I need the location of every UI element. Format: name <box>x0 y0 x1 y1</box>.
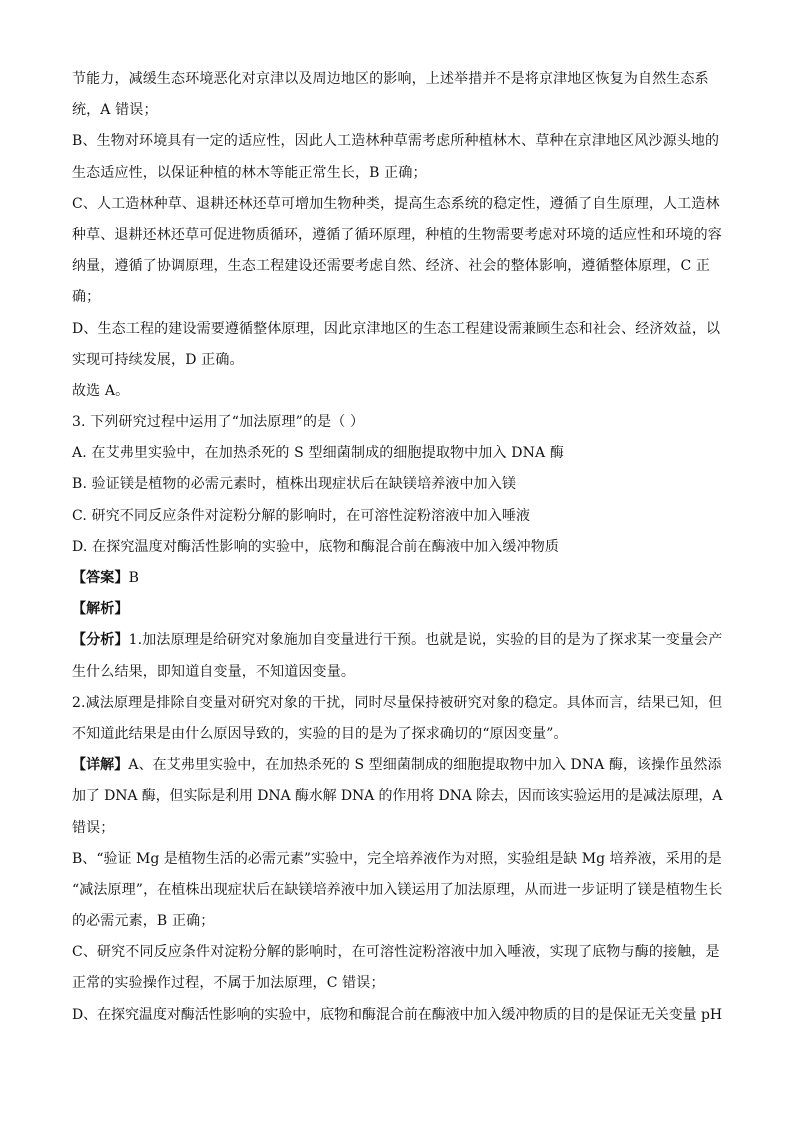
text-line <box>72 906 720 937</box>
line-text: B <box>128 570 140 586</box>
text-line <box>72 657 720 688</box>
line-text: 节能力，减缓生态环境恶化对京津以及周边地区的影响，上述举措并不是将京津地区恢复为自然生态系 <box>72 71 709 87</box>
text-line <box>72 251 720 282</box>
section-line <box>72 563 720 594</box>
text-line <box>72 376 720 407</box>
text-line <box>72 469 720 500</box>
line-text: 加了 DNA 酶，但实际是利用 DNA 酶水解 DNA 的作用将 DNA 除去，因而该实验运用的是减法原理，A <box>72 788 723 805</box>
text-line <box>72 220 720 251</box>
section-line <box>72 594 720 625</box>
line-text: 生态适应性，以保证种植的林木等能正常生长，B 正确； <box>72 164 427 181</box>
line-text: 错误； <box>72 819 115 836</box>
line-text: 纳量，遵循了协调原理，生态工程建设还需要考虑自然、经济、社会的整体影响，遵循整体原理，C 正 <box>72 258 711 275</box>
line-text: 故选 A。 <box>72 382 130 399</box>
line-text: “减法原理”，在植株出现症状后在缺镁培养液中加入镁运用了加法原理，从而进一步证明了镁是植物生长 <box>72 881 723 898</box>
text-line <box>72 158 720 189</box>
text-line <box>72 875 723 906</box>
line-text: 不知道此结果是由什么原因导致的，实验的目的是为了探求确切的“原因变量”。 <box>72 725 568 742</box>
line-text: B. 验证镁是植物的必需元素时，植株出现症状后在缺镁培养液中加入镁 <box>72 476 517 493</box>
text-line <box>72 126 720 157</box>
line-text: C、人工造林种草、退耕还林还草可增加生物种类，提高生态系统的稳定性，遵循了自生原理，人工造林 <box>72 195 720 212</box>
section-tag: 【答案】 <box>72 570 129 586</box>
line-text: 种草、退耕还林还草可促进物质循环，遵循了循环原理，种植的生物需要考虑对环境的适应性和环境的容 <box>72 226 722 243</box>
text-line <box>72 407 720 438</box>
line-text: 统，A 错误； <box>72 102 158 119</box>
line-text: 的必需元素，B 正确； <box>72 913 215 930</box>
text-line <box>72 844 720 875</box>
text-line <box>72 282 720 313</box>
line-text: A. 在艾弗里实验中，在加热杀死的 S 型细菌制成的细胞提取物中加入 DNA 酶 <box>72 445 564 462</box>
text-line <box>72 95 720 126</box>
line-text: A、在艾弗里实验中，在加热杀死的 S 型细菌制成的细胞提取物中加入 DNA 酶，该操作虽然添 <box>128 757 722 774</box>
line-text: D、生态工程的建设需要遵循整体原理，因此京津地区的生态工程建设需兼顾生态和社会、经济效益，以 <box>72 320 721 337</box>
line-text: D、在探究温度对酶活性影响的实验中，底物和酶混合前在酶液中加入缓冲物质的目的是保证无关变量 pH <box>72 1006 723 1023</box>
text-line <box>72 1000 723 1031</box>
line-text: 确； <box>72 289 101 306</box>
text-line <box>72 438 720 469</box>
text-line <box>72 813 720 844</box>
section-line <box>72 750 720 781</box>
line-text: D. 在探究温度对酶活性影响的实验中，底物和酶混合前在酶液中加入缓冲物质 <box>72 538 560 555</box>
line-text: C、研究不同反应条件对淀粉分解的影响时，在可溶性淀粉溶液中加入唾液，实现了底物与酶的接触，是 <box>72 944 720 961</box>
text-line <box>72 688 723 719</box>
line-text: 生什么结果，即知道自变量，不知道因变量。 <box>72 663 355 680</box>
section-tag: 【详解】 <box>72 757 129 774</box>
section-line <box>72 625 723 656</box>
text-line <box>72 968 720 999</box>
text-line <box>72 314 720 345</box>
line-text: B、生物对环境具有一定的适应性，因此人工造林种草需考虑所种植林木、草种在京津地区风沙源头地的 <box>72 133 720 150</box>
section-tag: 【解析】 <box>72 601 129 618</box>
document-page <box>72 64 723 1031</box>
text-line <box>72 719 720 750</box>
section-tag: 【分析】 <box>72 632 129 649</box>
text-line <box>72 501 720 532</box>
text-line <box>72 189 720 220</box>
line-text: 1.加法原理是给研究对象施加自变量进行干预。也就是说，实验的目的是为了探求某一变量会产 <box>128 632 723 649</box>
line-text: 3. 下列研究过程中运用了“加法原理”的是（ ） <box>72 414 365 431</box>
text-line <box>72 781 723 812</box>
text-line <box>72 937 720 968</box>
line-text: C. 研究不同反应条件对淀粉分解的影响时，在可溶性淀粉溶液中加入唾液 <box>72 507 531 524</box>
line-text: 实现可持续发展，D 正确。 <box>72 351 244 368</box>
line-text: 正常的实验操作过程，不属于加法原理，C 错误； <box>72 975 385 992</box>
text-line <box>72 345 720 376</box>
text-line <box>72 532 720 563</box>
line-text: B、“验证 Mg 是植物生活的必需元素”实验中，完全培养液作为对照，实验组是缺 Mg 培养液，采用的是 <box>72 850 722 867</box>
text-line <box>72 64 720 95</box>
line-text: 2.减法原理是排除自变量对研究对象的干扰，同时尽量保持被研究对象的稳定。具体而言，结果已知，但 <box>72 694 723 711</box>
